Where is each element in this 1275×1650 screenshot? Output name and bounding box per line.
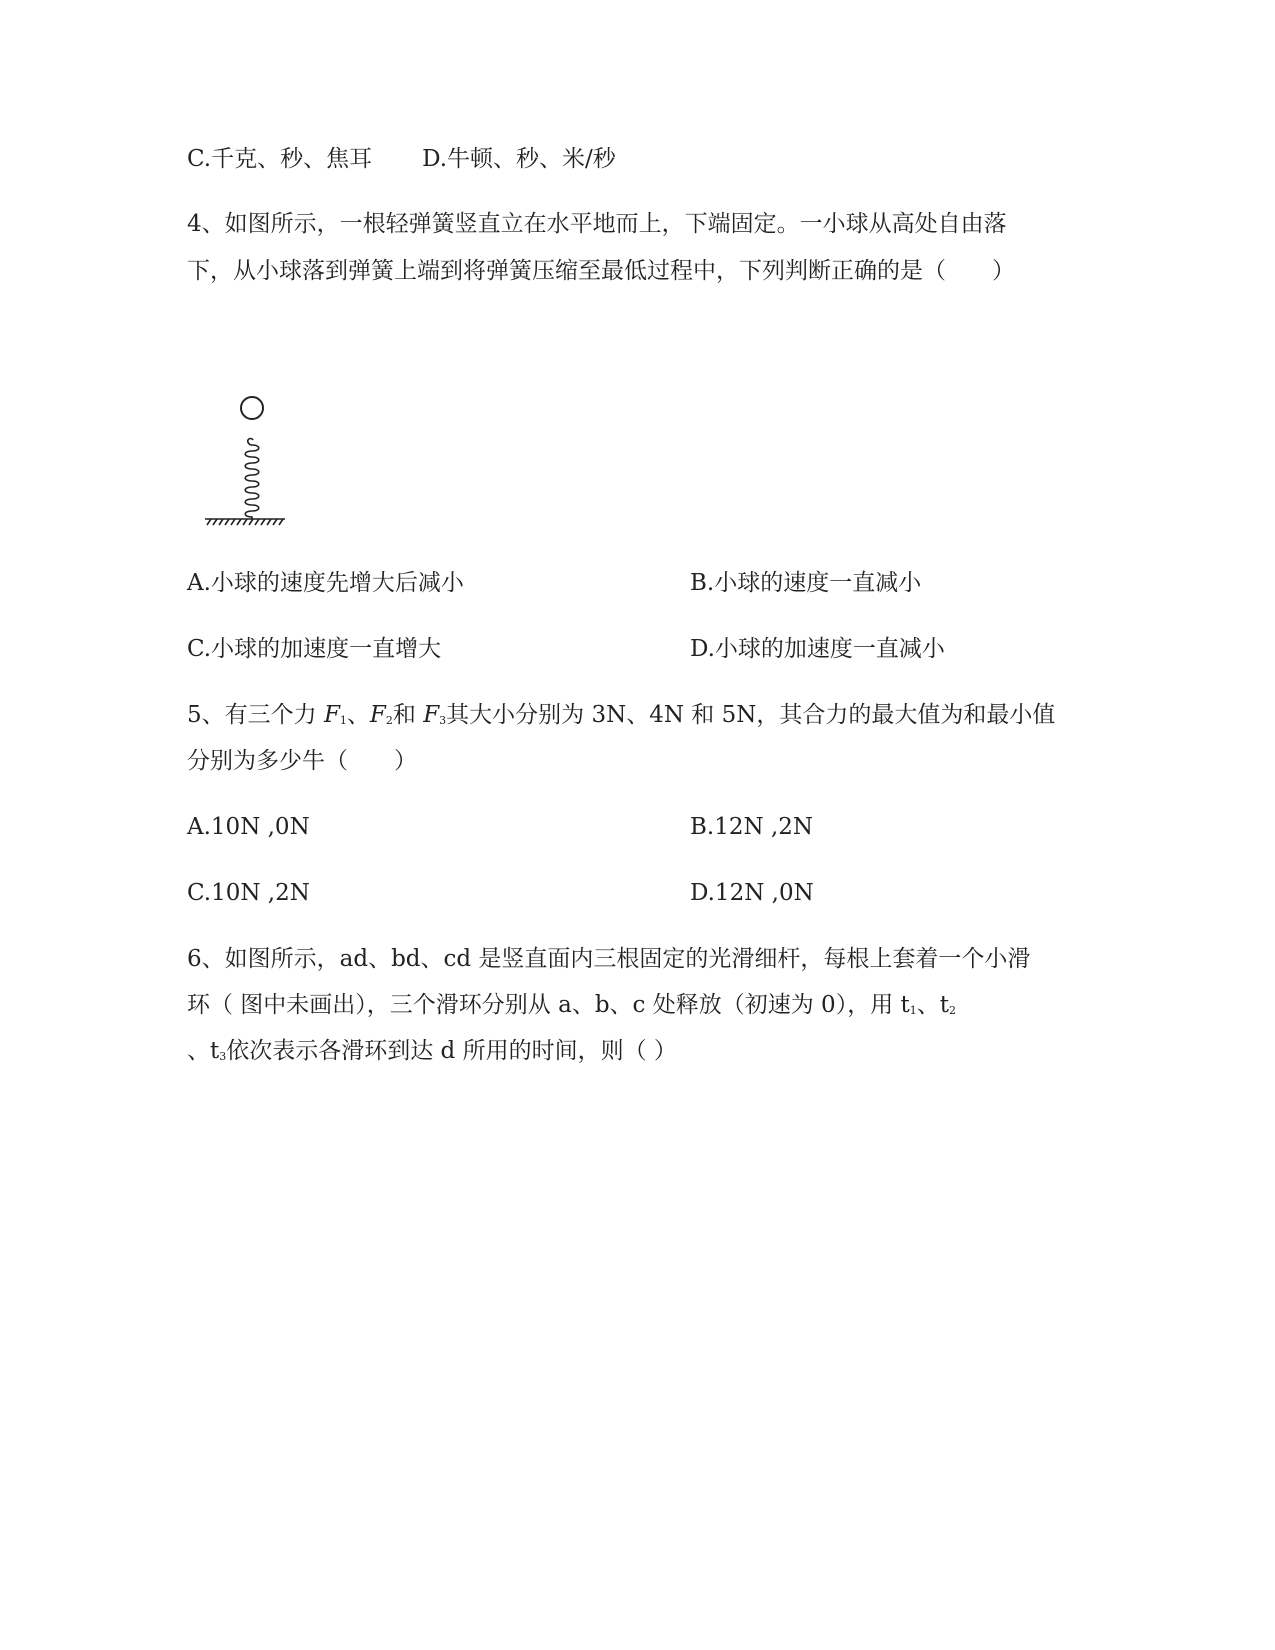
- q6-stem-line1: 6、如图所示，ad、bd、cd 是竖直面内三根固定的光滑细杆，每根上套着一个小滑: [187, 946, 1031, 972]
- q4-option-d[interactable]: D.小球的加速度一直减小: [690, 636, 945, 662]
- q5-option-b[interactable]: B.12N ,2N: [690, 814, 813, 840]
- q4-option-b[interactable]: B.小球的速度一直减小: [690, 570, 922, 596]
- q5-prefix: 5、有三个力: [187, 702, 324, 728]
- q4-stem-line2: 下，从小球落到弹簧上端到将弹簧压缩至最低过程中，下列判断正确的是（ ）: [187, 258, 1015, 284]
- q5-sep1: 、: [346, 702, 370, 728]
- q4-stem-line1: 4、如图所示，一根轻弹簧竖直立在水平地而上，下端固定。一小球从高处自由落: [187, 211, 1007, 237]
- ground-icon: [205, 519, 285, 525]
- q6-t3-sub: 3: [219, 1050, 227, 1063]
- q6-line3-b: 依次表示各滑环到达 d 所用的时间，则（ ）: [226, 1038, 677, 1064]
- spring-ball-figure: [205, 395, 295, 535]
- q6-t2-sub: 2: [949, 1004, 956, 1017]
- q5-and: 和: [392, 702, 424, 728]
- q6-line2-b: 、t: [916, 992, 949, 1018]
- q5-f3: F: [423, 702, 440, 728]
- spring-icon: [245, 439, 259, 520]
- q6-stem-line3: [187, 1036, 677, 1072]
- q6-line2-a: 环（ 图中未画出），三个滑环分别从 a、b、c 处释放（初速为 0），用 t: [187, 992, 910, 1018]
- q6-stem-line2: [187, 990, 956, 1026]
- q5-option-a[interactable]: A.10N ,0N: [187, 814, 310, 840]
- ball-icon: [241, 397, 263, 419]
- q3-option-c[interactable]: C.千克、秒、焦耳: [187, 146, 373, 172]
- q5-stem-line1: [187, 700, 1055, 736]
- q5-stem-line2: 分别为多少牛（ ）: [187, 748, 417, 774]
- q3-option-d[interactable]: D.牛顿、秒、米/秒: [422, 146, 616, 172]
- q4-option-c[interactable]: C.小球的加速度一直增大: [187, 636, 442, 662]
- q5-f2-sub: 2: [385, 714, 393, 727]
- q5-f1-sub: 1: [339, 714, 347, 727]
- q6-t1-sub: 1: [909, 1004, 917, 1017]
- q3-options-row: [187, 144, 616, 174]
- q5-f3-sub: 3: [439, 714, 447, 727]
- q5-option-d[interactable]: D.12N ,0N: [690, 880, 814, 906]
- q5-f2: F: [369, 702, 386, 728]
- q5-f1: F: [323, 702, 340, 728]
- q5-option-c[interactable]: C.10N ,2N: [187, 880, 310, 906]
- q5-rest: 其大小分别为 3N、4N 和 5N，其合力的最大值为和最小值: [446, 702, 1056, 728]
- q4-option-a[interactable]: A.小球的速度先增大后减小: [187, 570, 464, 596]
- q6-line3-a: 、t: [187, 1038, 220, 1064]
